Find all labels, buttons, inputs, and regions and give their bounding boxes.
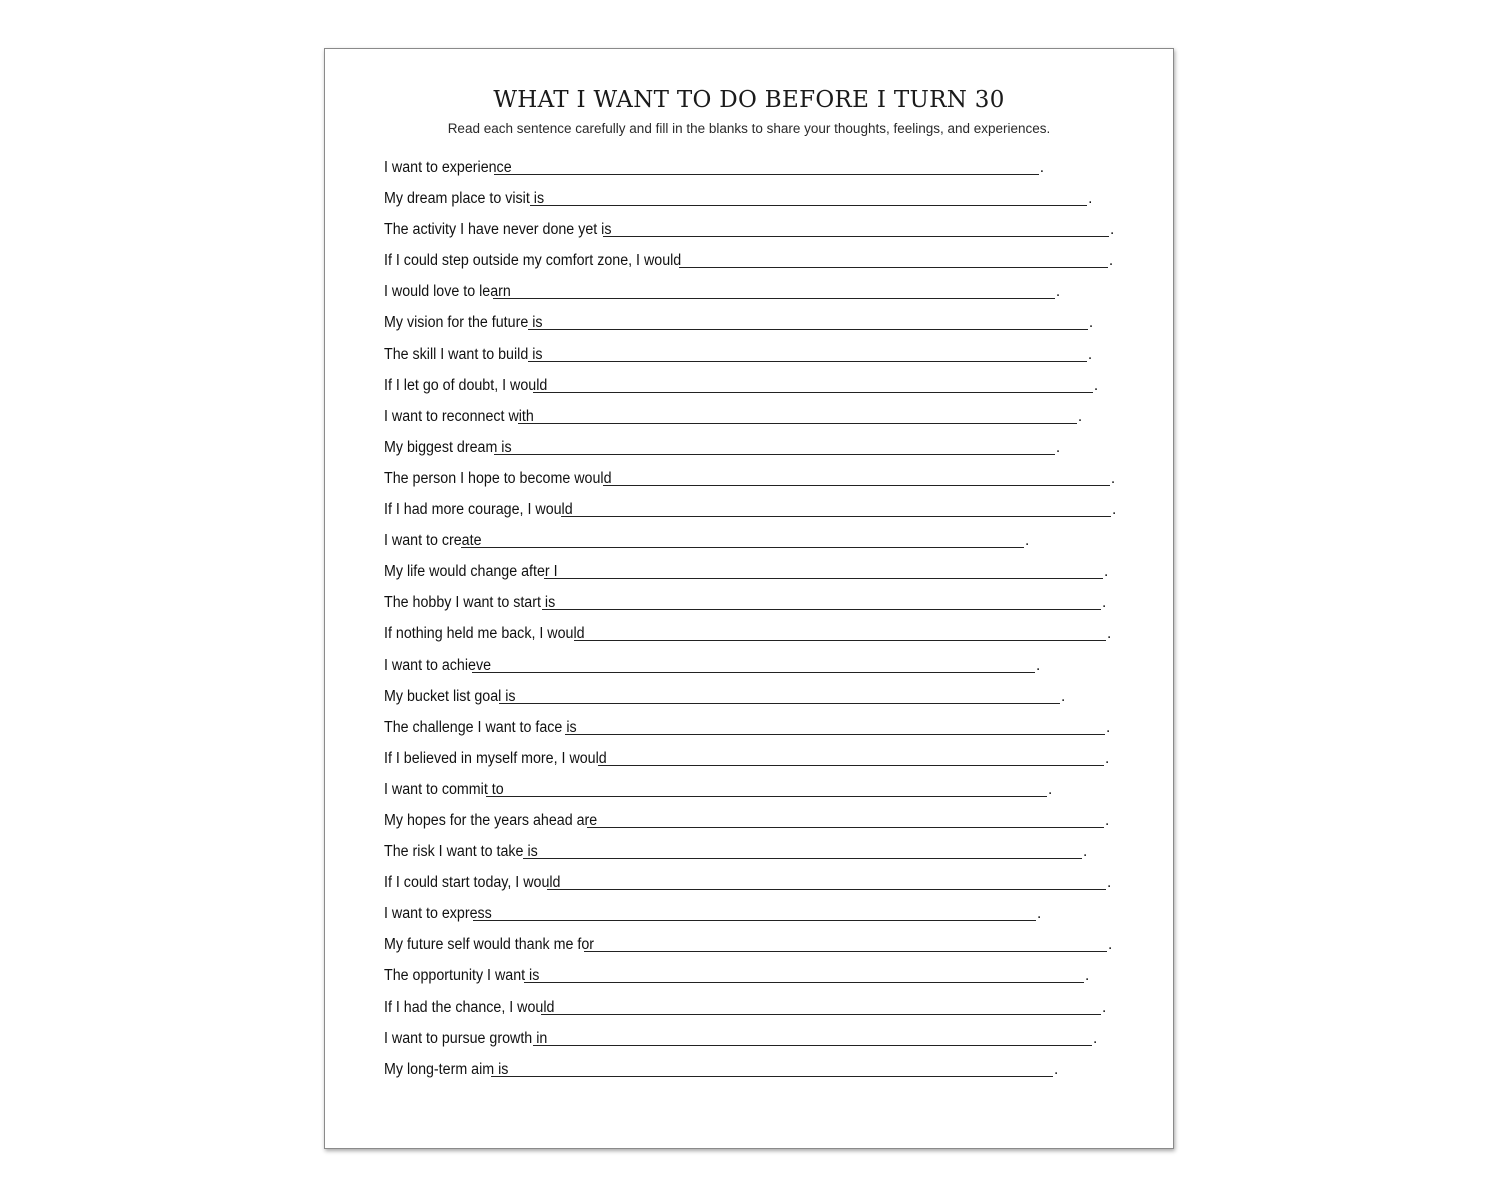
answer-blank[interactable] (499, 686, 1061, 704)
answer-blank[interactable] (533, 375, 1093, 393)
prompt-period: . (1061, 687, 1066, 705)
answer-blank[interactable] (603, 219, 1109, 237)
prompt-row (384, 468, 1147, 499)
prompt-period: . (1102, 594, 1107, 612)
answer-blank[interactable] (528, 312, 1088, 330)
prompt-text: I want to experience (384, 159, 512, 176)
prompt-text: If I had the chance, I would (384, 998, 555, 1016)
prompt-text: My long-term aim is (384, 1060, 509, 1078)
worksheet-instructions: Read each sentence carefully and fill in the blanks to share your thoughts, feelings, and experiences. (447, 121, 1051, 136)
prompt-row (384, 717, 1147, 748)
prompt-row (384, 530, 1147, 561)
prompt-text: If I could start today, I would (384, 874, 561, 892)
answer-blank[interactable] (473, 903, 1036, 921)
prompt-period: . (1054, 1060, 1059, 1078)
prompt-text: If I let go of doubt, I would (384, 376, 548, 394)
prompt-row (384, 561, 1147, 592)
prompt-row (384, 1028, 1147, 1059)
prompt-period: . (1025, 532, 1030, 550)
prompt-row (384, 779, 1147, 810)
prompt-text: The opportunity I want is (384, 967, 540, 985)
prompt-text: My dream place to visit is (384, 190, 545, 208)
answer-blank[interactable] (565, 717, 1105, 735)
prompt-text: If I had more courage, I would (384, 501, 573, 519)
prompt-row (384, 406, 1147, 437)
prompt-text: The challenge I want to face is (384, 718, 577, 736)
answer-blank[interactable] (494, 157, 1038, 175)
answer-blank[interactable] (493, 281, 1055, 299)
prompt-text: The risk I want to take is (384, 843, 538, 861)
prompt-row (384, 1059, 1147, 1090)
prompt-text: If I believed in myself more, I would (384, 749, 607, 767)
prompt-period: . (1107, 625, 1112, 643)
prompt-row (384, 344, 1147, 375)
prompt-period: . (1111, 501, 1117, 519)
prompt-text: I would love to learn (384, 283, 511, 301)
prompt-text: My bucket list goal is (384, 687, 516, 705)
prompt-text: I want to express (384, 905, 492, 923)
answer-blank[interactable] (491, 1059, 1053, 1077)
answer-blank[interactable] (518, 406, 1077, 424)
prompt-row (384, 157, 1147, 188)
prompt-period: . (1110, 221, 1115, 239)
prompt-row (384, 188, 1147, 219)
prompt-row (384, 250, 1147, 281)
prompt-period: . (1088, 190, 1093, 208)
answer-blank[interactable] (603, 468, 1110, 486)
prompt-row (384, 499, 1147, 530)
answer-blank[interactable] (523, 841, 1082, 859)
answer-blank[interactable] (461, 530, 1024, 548)
prompt-text: My hopes for the years ahead are (384, 811, 598, 829)
prompt-row (384, 655, 1147, 686)
worksheet-page (324, 48, 1174, 1149)
prompt-text: My vision for the future is (384, 314, 543, 332)
prompt-row (384, 810, 1147, 841)
prompt-period: . (1107, 874, 1112, 892)
prompt-text: My life would change after I (384, 563, 558, 581)
prompt-period: . (1088, 314, 1094, 332)
prompt-text: The hobby I want to start is (384, 594, 556, 612)
prompt-text: The activity I have never done yet is (384, 221, 612, 239)
prompt-row (384, 686, 1147, 717)
answer-blank[interactable] (486, 779, 1047, 797)
answer-blank[interactable] (574, 623, 1107, 641)
prompt-period: . (1077, 407, 1083, 425)
answer-blank[interactable] (524, 965, 1084, 983)
prompt-period: . (1093, 376, 1099, 394)
prompt-period: . (1037, 905, 1042, 923)
prompt-period: . (1110, 469, 1116, 487)
prompt-period: . (1048, 780, 1053, 798)
prompt-period: . (1106, 718, 1111, 736)
prompt-text: I want to achieve (384, 656, 492, 674)
prompt-row (384, 623, 1147, 654)
prompt-row (384, 841, 1147, 872)
prompt-period: . (1104, 563, 1109, 581)
prompt-row (384, 375, 1147, 406)
answer-blank[interactable] (530, 188, 1088, 206)
prompt-text: I want to create (384, 532, 482, 550)
prompt-row (384, 219, 1147, 250)
prompt-list (384, 157, 1147, 1090)
answer-blank[interactable] (584, 934, 1107, 952)
answer-blank[interactable] (542, 592, 1101, 610)
answer-blank[interactable] (494, 437, 1055, 455)
answer-blank[interactable] (472, 655, 1035, 673)
answer-blank[interactable] (587, 810, 1104, 828)
prompt-period: . (1108, 936, 1113, 954)
prompt-text: If nothing held me back, I would (384, 625, 585, 643)
prompt-period: . (1102, 998, 1107, 1016)
prompt-period: . (1083, 843, 1088, 861)
answer-blank[interactable] (679, 250, 1108, 268)
prompt-period: . (1093, 1029, 1098, 1047)
prompt-row (384, 997, 1147, 1028)
prompt-period: . (1055, 283, 1061, 301)
prompt-period: . (1087, 345, 1093, 363)
prompt-period: . (1039, 159, 1045, 176)
worksheet-title: WHAT I WANT TO DO BEFORE I TURN 30 (493, 87, 1005, 113)
prompt-text: The person I hope to become would (384, 469, 612, 487)
prompt-text: I want to reconnect with (384, 407, 534, 425)
prompt-row (384, 437, 1147, 468)
answer-blank[interactable] (547, 872, 1106, 890)
prompt-row (384, 965, 1147, 996)
prompt-text: The skill I want to build is (384, 345, 543, 363)
prompt-row (384, 312, 1147, 343)
answer-blank[interactable] (528, 344, 1087, 362)
prompt-period: . (1085, 967, 1090, 985)
answer-blank[interactable] (598, 748, 1104, 766)
prompt-text: My future self would thank me for (384, 936, 595, 954)
prompt-row (384, 903, 1147, 934)
prompt-period: . (1055, 438, 1061, 456)
prompt-row (384, 281, 1147, 312)
prompt-text: My biggest dream is (384, 438, 512, 456)
prompt-period: . (1105, 749, 1110, 767)
prompt-period: . (1105, 811, 1110, 829)
prompt-text: I want to commit to (384, 780, 504, 798)
answer-blank[interactable] (541, 997, 1101, 1015)
answer-blank[interactable] (544, 561, 1103, 579)
answer-blank[interactable] (561, 499, 1111, 517)
prompt-period: . (1036, 656, 1041, 674)
answer-blank[interactable] (533, 1028, 1092, 1046)
prompt-row (384, 748, 1147, 779)
prompt-row (384, 592, 1147, 623)
prompt-text: I want to pursue growth in (384, 1029, 548, 1047)
prompt-text: If I could step outside my comfort zone, I would (384, 252, 682, 270)
prompt-row (384, 934, 1147, 965)
prompt-row (384, 872, 1147, 903)
prompt-period: . (1108, 252, 1114, 270)
